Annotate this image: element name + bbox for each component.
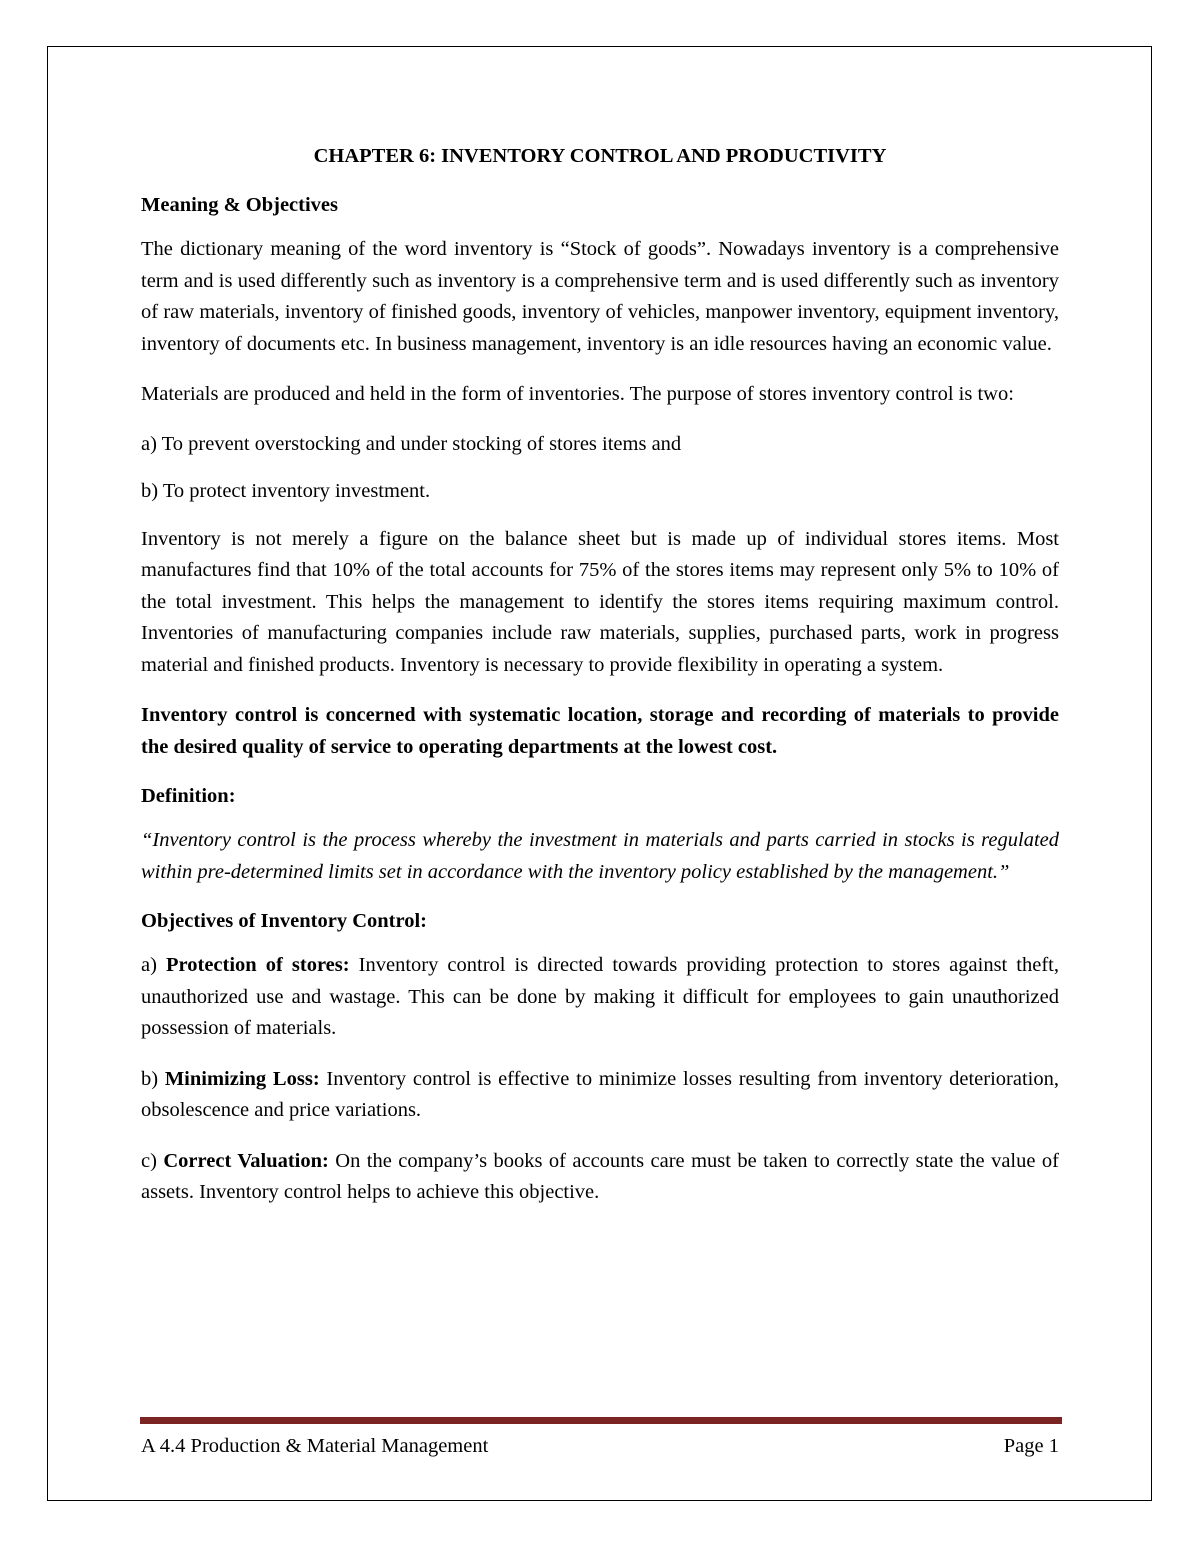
objective-prefix: c): [141, 1149, 164, 1172]
paragraph-inventory-control-concern: Inventory control is concerned with systematic location, storage and recording of materials to provide the desired quality of service to operating departments at the lowest cost.: [141, 704, 1059, 758]
footer-page-number: Page 1: [1003, 1435, 1059, 1457]
section-heading-definition: Definition:: [141, 785, 236, 807]
footer-course-title: A 4.4 Production & Material Management: [141, 1435, 489, 1457]
list-item-protect-investment: b) To protect inventory investment.: [141, 479, 431, 502]
paragraph-balance-sheet: Inventory is not merely a figure on the balance sheet but is made up of individual stores items. Most manufactures find that 10% of the total accounts for 75% of the stores items may represent only 5% to 10% of the total investment. This helps the management to identify the stores items requiring maximum control. Inventories of manufacturing companies include raw materials, supplies, purchased parts, work in progress material and finished products. Inventory is necessary to provide flexibility in operating a system.: [141, 527, 1059, 676]
objective-item-correct-valuation: [141, 1146, 1059, 1209]
document-body: [141, 142, 1059, 1228]
objective-label: Correct Valuation:: [163, 1149, 329, 1172]
chapter-title: CHAPTER 6: INVENTORY CONTROL AND PRODUCTIVITY: [313, 145, 887, 167]
objective-text: On the company’s books of accounts care must be taken to correctly state the value of assets. Inventory control helps to achieve this objective.: [141, 1149, 1059, 1203]
objective-prefix: a): [141, 954, 166, 976]
objective-item-minimizing-loss: [141, 1064, 1059, 1127]
objective-label: Protection of stores:: [166, 954, 350, 976]
paragraph-dictionary-meaning: The dictionary meaning of the word inventory is “Stock of goods”. Nowadays inventory is a comprehensive term and is used differently such as inventory is a comprehensive term and is used differently such as inventory of raw materials, inventory of finished goods, inventory of vehicles, manpower inventory, equipment inventory, inventory of documents etc. In business management, inventory is an idle resources having an economic value.: [141, 238, 1059, 355]
objective-label: Minimizing Loss:: [164, 1067, 320, 1090]
paragraph-purpose: Materials are produced and held in the form of inventories. The purpose of stores inventory control is two:: [141, 383, 1014, 405]
footer-rule: [140, 1417, 1062, 1424]
definition-quote: “Inventory control is the process whereby the investment in materials and parts carried in stocks is regulated within pre-determined limits set in accordance with the inventory policy established by the management.”: [141, 829, 1059, 883]
objective-text: Inventory control is effective to minimize losses resulting from inventory deterioration, obsolescence and price variations.: [141, 1067, 1059, 1121]
section-heading-meaning: Meaning & Objectives: [141, 194, 338, 216]
section-heading-objectives: Objectives of Inventory Control:: [141, 910, 428, 932]
list-item-prevent-overstocking: a) To prevent overstocking and under stocking of stores items and: [141, 432, 682, 455]
objective-text: Inventory control is directed towards providing protection to stores against theft, unauthorized use and wastage. This can be done by making it difficult for employees to gain unauthorized possession of materials.: [141, 954, 1059, 1039]
objective-prefix: b): [141, 1067, 165, 1090]
objective-item-protection: [141, 950, 1059, 1045]
